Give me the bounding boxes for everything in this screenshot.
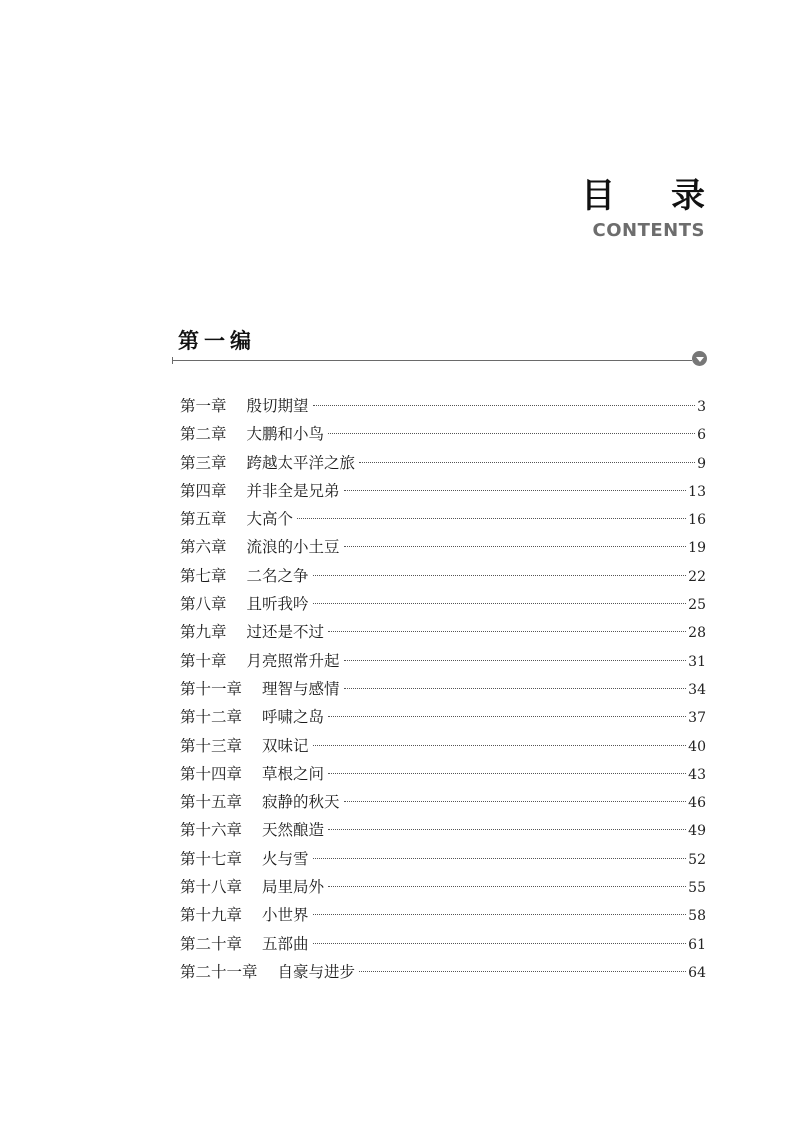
toc-chapter-number: 第一章 [180,397,227,415]
toc-chapter-title: 火与雪 [262,849,309,868]
toc-leader-dots [359,971,686,972]
toc-leader-dots [328,773,686,774]
triangle-down-icon [692,351,707,366]
toc-leader-dots [313,858,687,859]
toc-leader-dots [328,829,686,830]
toc-leader-dots [313,575,687,576]
toc-page-number: 3 [697,399,706,415]
toc-page-number: 46 [688,795,706,812]
toc-leader-dots [313,603,687,604]
toc-chapter-number: 第二章 [180,425,227,444]
toc-leader-dots [313,914,687,915]
toc-leader-dots [328,886,686,887]
toc-entry[interactable] [180,392,706,420]
toc-entry[interactable] [180,760,706,788]
toc-entry[interactable] [180,958,706,986]
toc-chapter-title: 并非全是兄弟 [246,481,340,500]
toc-entry[interactable] [180,675,706,703]
toc-page-number: 9 [697,455,706,472]
toc-entry[interactable] [180,618,706,646]
toc-list [180,392,706,986]
section-divider [172,360,692,361]
toc-entry[interactable] [180,845,706,873]
toc-chapter-number: 第二十一章 [180,962,258,981]
toc-page-number: 43 [688,766,706,783]
toc-page-number: 13 [688,483,706,500]
toc-chapter-number: 第六章 [180,538,227,557]
toc-page-number: 52 [688,851,706,868]
toc-chapter-number: 第十二章 [180,708,243,727]
toc-chapter-number: 第五章 [180,510,227,529]
toc-page-number: 55 [688,880,706,897]
toc-chapter-title: 理智与感情 [262,679,340,698]
toc-page-number: 61 [688,936,706,953]
toc-leader-dots [344,688,687,689]
toc-leader-dots [328,433,695,434]
toc-page-number: 64 [688,964,706,981]
toc-chapter-title: 过还是不过 [246,623,325,642]
toc-leader-dots [313,943,687,944]
toc-leader-dots [359,462,695,463]
toc-entry[interactable] [180,703,706,731]
toc-chapter-title: 流浪的小土豆 [246,538,340,557]
toc-page-number: 34 [688,681,706,698]
toc-entry[interactable] [180,590,706,618]
toc-chapter-title: 寂静的秋天 [262,793,340,812]
toc-chapter-title: 小世界 [262,906,309,925]
toc-chapter-title: 月亮照常升起 [246,651,340,670]
toc-page-number: 58 [688,908,706,925]
toc-entry[interactable] [180,732,706,760]
toc-entry[interactable] [180,788,706,816]
toc-chapter-number: 第二十章 [180,934,243,953]
toc-chapter-number: 第十八章 [180,878,243,897]
toc-leader-dots [313,745,687,746]
toc-entry[interactable] [180,930,706,958]
contents-title-chinese: 目 录 [581,176,727,216]
toc-chapter-title: 大鹏和小鸟 [246,425,325,444]
toc-chapter-title: 局里局外 [262,878,325,897]
toc-entry[interactable] [180,533,706,561]
toc-chapter-title: 大高个 [246,510,294,529]
section-title: 第一编 [178,328,256,353]
section-header [178,326,708,356]
toc-page-number: 22 [688,568,706,585]
toc-chapter-title: 自豪与进步 [277,962,356,981]
toc-chapter-number: 第十九章 [180,906,243,925]
toc-page-number: 16 [688,512,706,529]
toc-chapter-title: 草根之问 [262,764,325,783]
toc-chapter-number: 第十章 [180,651,227,670]
toc-page-number: 49 [688,823,706,840]
toc-page-number: 28 [688,625,706,642]
toc-chapter-title: 殷切期望 [246,397,309,415]
toc-page-number: 40 [688,738,706,755]
toc-leader-dots [344,490,687,491]
toc-chapter-title: 天然酿造 [262,821,325,840]
contents-title-english: CONTENTS [592,220,705,241]
toc-leader-dots [328,716,686,717]
toc-page-number: 31 [688,653,706,670]
contents-heading [581,176,727,241]
toc-chapter-title: 呼啸之岛 [262,708,325,727]
toc-page-number: 37 [688,710,706,727]
toc-chapter-number: 第十五章 [180,793,243,812]
toc-entry[interactable] [180,562,706,590]
toc-chapter-number: 第八章 [180,595,227,614]
toc-entry[interactable] [180,901,706,929]
toc-chapter-number: 第十七章 [180,849,243,868]
toc-leader-dots [344,801,687,802]
toc-chapter-number: 第十一章 [180,679,243,698]
toc-chapter-number: 第十四章 [180,764,243,783]
toc-chapter-title: 且听我吟 [246,595,309,614]
toc-leader-dots [344,660,687,661]
toc-entry[interactable] [180,420,706,448]
toc-entry[interactable] [180,647,706,675]
toc-chapter-title: 双味记 [262,736,309,755]
toc-leader-dots [297,518,686,519]
toc-entry[interactable] [180,505,706,533]
toc-chapter-number: 第九章 [180,623,227,642]
toc-chapter-title: 二名之争 [246,566,309,585]
toc-entry[interactable] [180,816,706,844]
toc-page-number: 25 [688,597,706,614]
toc-chapter-number: 第七章 [180,566,227,585]
toc-entry[interactable] [180,477,706,505]
toc-page-number: 19 [688,540,706,557]
toc-entry[interactable] [180,873,706,901]
toc-leader-dots [313,405,696,406]
toc-chapter-title: 五部曲 [262,934,309,953]
toc-chapter-number: 第十三章 [180,736,243,755]
toc-page-number: 6 [697,427,706,444]
toc-chapter-number: 第三章 [180,453,227,472]
toc-chapter-number: 第十六章 [180,821,243,840]
toc-entry[interactable] [180,449,706,477]
toc-leader-dots [328,631,686,632]
toc-chapter-number: 第四章 [180,481,227,500]
toc-leader-dots [344,546,687,547]
toc-chapter-title: 跨越太平洋之旅 [246,453,356,472]
